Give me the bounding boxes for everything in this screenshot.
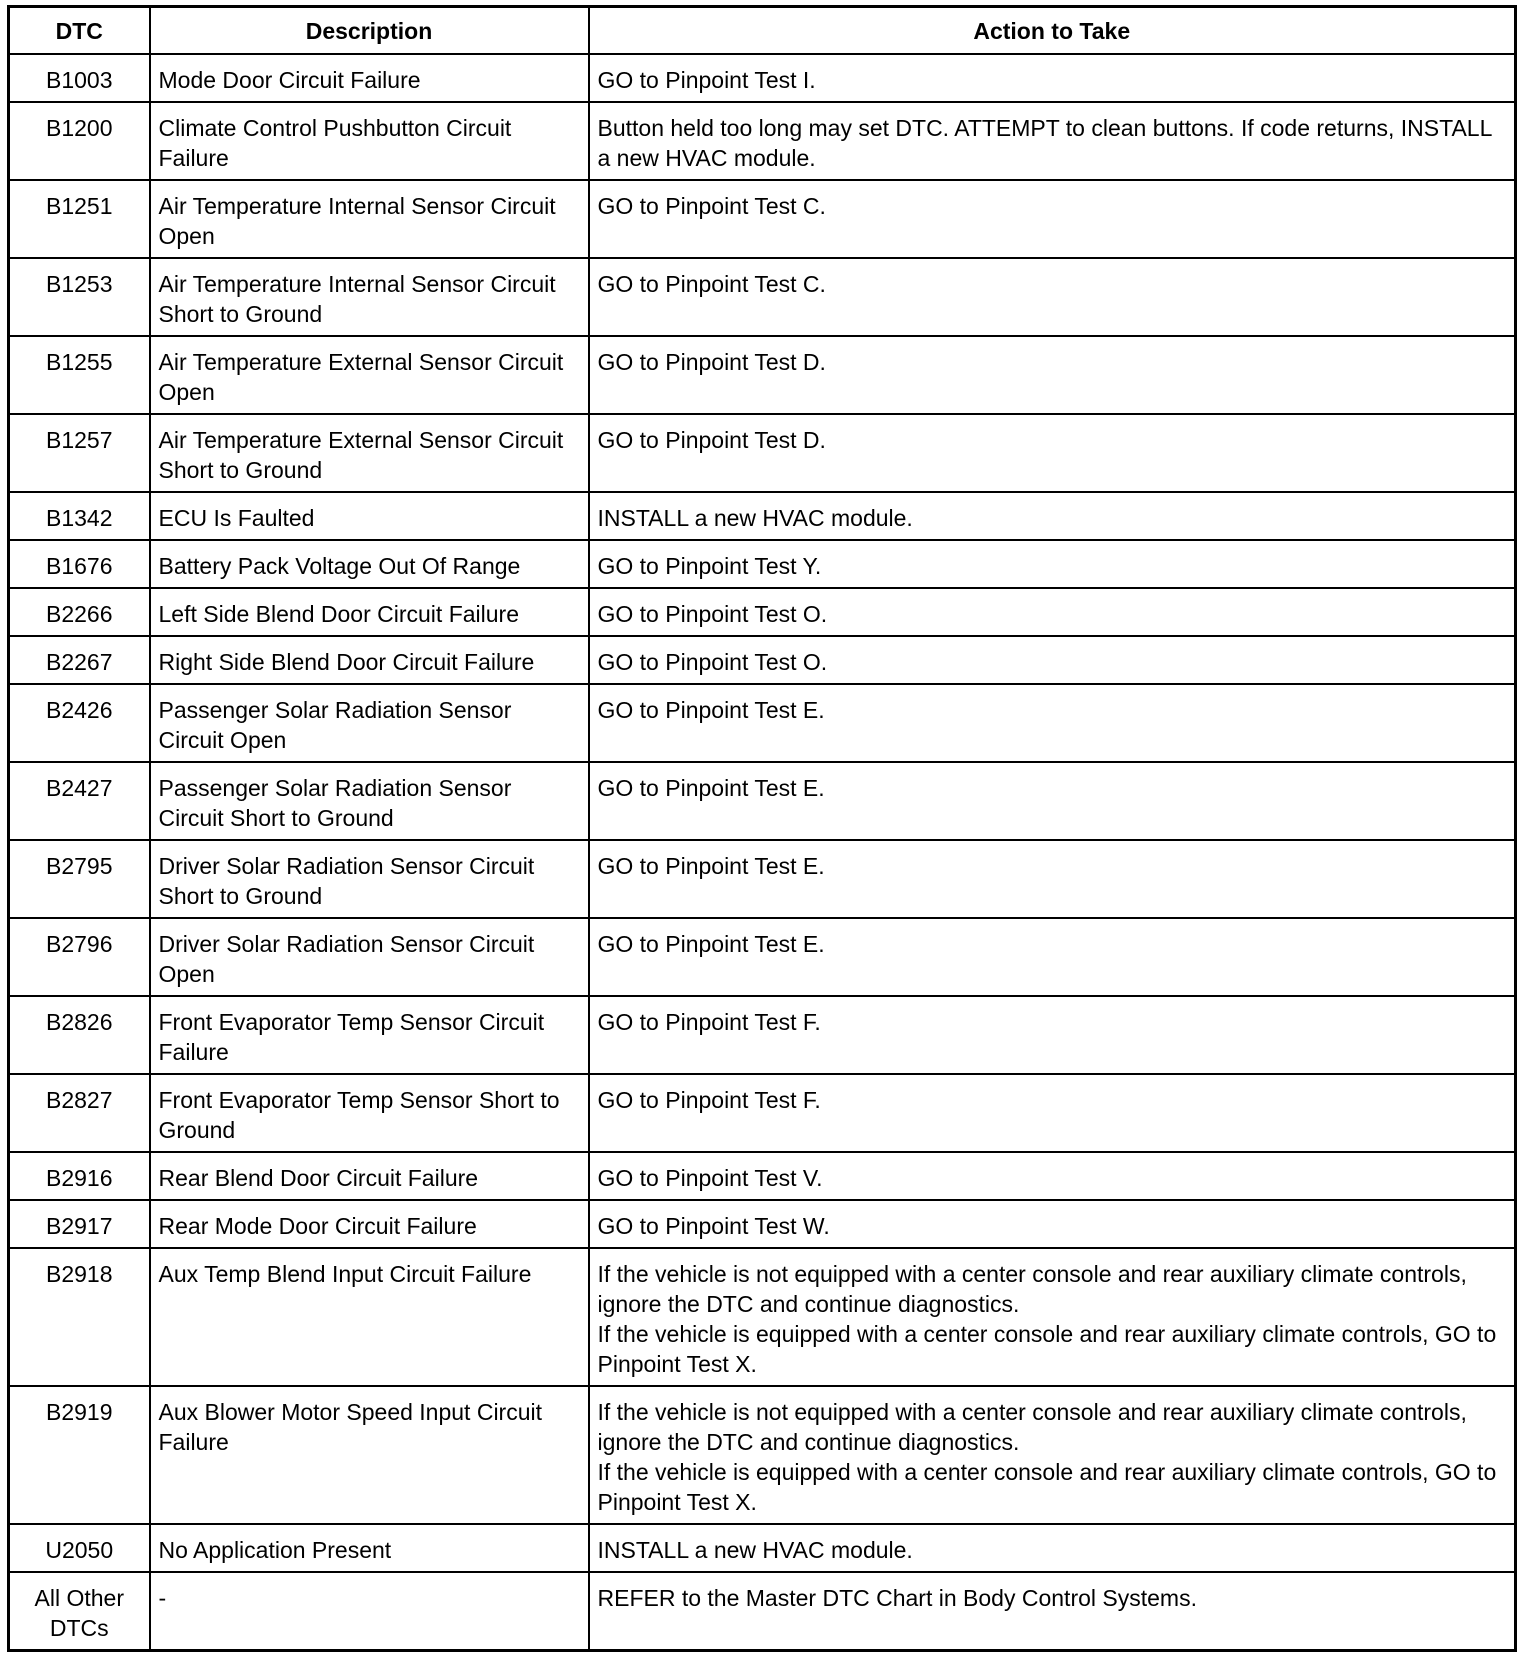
table-row xyxy=(9,588,1516,636)
table-row xyxy=(9,1152,1516,1200)
dtc-code: B2796 xyxy=(9,918,150,996)
table-row xyxy=(9,1524,1516,1572)
dtc-description: Air Temperature External Sensor Circuit Open xyxy=(150,336,589,414)
dtc-description: Air Temperature Internal Sensor Circuit Open xyxy=(150,180,589,258)
table-row xyxy=(9,918,1516,996)
action-text: GO to Pinpoint Test C. xyxy=(597,192,826,219)
dtc-description: Rear Blend Door Circuit Failure xyxy=(150,1152,589,1200)
dtc-code: B2427 xyxy=(9,762,150,840)
dtc-description: Aux Blower Motor Speed Input Circuit Failure xyxy=(150,1386,589,1524)
dtc-description: Front Evaporator Temp Sensor Circuit Failure xyxy=(150,996,589,1074)
dtc-action xyxy=(589,636,1516,684)
dtc-action xyxy=(589,492,1516,540)
dtc-code: B1251 xyxy=(9,180,150,258)
table-row xyxy=(9,762,1516,840)
action-text: GO to Pinpoint Test C. xyxy=(597,270,826,297)
dtc-code: B2795 xyxy=(9,840,150,918)
dtc-code: B2266 xyxy=(9,588,150,636)
dtc-table-container xyxy=(7,5,1514,1655)
dtc-code: B1253 xyxy=(9,258,150,336)
action-text: GO to Pinpoint Test E. xyxy=(597,852,825,879)
dtc-action xyxy=(589,102,1516,180)
dtc-description: Air Temperature Internal Sensor Circuit Short to Ground xyxy=(150,258,589,336)
dtc-code: All Other DTCs xyxy=(9,1572,150,1651)
dtc-description: Air Temperature External Sensor Circuit Short to Ground xyxy=(150,414,589,492)
table-row xyxy=(9,1074,1516,1152)
dtc-action xyxy=(589,1200,1516,1248)
dtc-code: B1255 xyxy=(9,336,150,414)
dtc-action xyxy=(589,762,1516,840)
table-row xyxy=(9,54,1516,102)
dtc-action xyxy=(589,840,1516,918)
dtc-action xyxy=(589,54,1516,102)
dtc-description: - xyxy=(150,1572,589,1651)
table-row xyxy=(9,636,1516,684)
action-text: GO to Pinpoint Test E. xyxy=(597,930,825,957)
action-text: If the vehicle is equipped with a center console and rear auxiliary climate controls, GO to Pinpoint Test X. xyxy=(597,1320,1497,1377)
action-text: GO to Pinpoint Test W. xyxy=(597,1212,830,1239)
action-text: GO to Pinpoint Test F. xyxy=(597,1008,821,1035)
dtc-description: Aux Temp Blend Input Circuit Failure xyxy=(150,1248,589,1386)
action-text: GO to Pinpoint Test F. xyxy=(597,1086,821,1113)
table-row xyxy=(9,492,1516,540)
dtc-code: B2826 xyxy=(9,996,150,1074)
dtc-code: B2426 xyxy=(9,684,150,762)
dtc-description: Mode Door Circuit Failure xyxy=(150,54,589,102)
dtc-action xyxy=(589,336,1516,414)
dtc-action xyxy=(589,996,1516,1074)
dtc-code: B1003 xyxy=(9,54,150,102)
dtc-action xyxy=(589,684,1516,762)
dtc-action xyxy=(589,1524,1516,1572)
dtc-description: Passenger Solar Radiation Sensor Circuit Open xyxy=(150,684,589,762)
table-row xyxy=(9,1248,1516,1386)
header-dtc: DTC xyxy=(9,7,150,54)
action-text: REFER to the Master DTC Chart in Body Control Systems. xyxy=(597,1584,1197,1611)
dtc-description: Right Side Blend Door Circuit Failure xyxy=(150,636,589,684)
table-row xyxy=(9,414,1516,492)
dtc-description: Passenger Solar Radiation Sensor Circuit Short to Ground xyxy=(150,762,589,840)
dtc-code: B2827 xyxy=(9,1074,150,1152)
table-row xyxy=(9,336,1516,414)
dtc-description: ECU Is Faulted xyxy=(150,492,589,540)
action-text: GO to Pinpoint Test E. xyxy=(597,774,825,801)
header-action: Action to Take xyxy=(589,7,1516,54)
table-row xyxy=(9,1386,1516,1524)
action-text: GO to Pinpoint Test O. xyxy=(597,600,828,627)
dtc-code: B1200 xyxy=(9,102,150,180)
dtc-action xyxy=(589,1248,1516,1386)
table-row xyxy=(9,540,1516,588)
table-row xyxy=(9,102,1516,180)
table-row xyxy=(9,258,1516,336)
action-text: GO to Pinpoint Test Y. xyxy=(597,552,822,579)
table-row xyxy=(9,684,1516,762)
dtc-description: Climate Control Pushbutton Circuit Failure xyxy=(150,102,589,180)
dtc-description: Battery Pack Voltage Out Of Range xyxy=(150,540,589,588)
header-description: Description xyxy=(150,7,589,54)
dtc-action xyxy=(589,918,1516,996)
action-text: GO to Pinpoint Test D. xyxy=(597,426,826,453)
dtc-action xyxy=(589,1074,1516,1152)
action-text: INSTALL a new HVAC module. xyxy=(597,1536,913,1563)
dtc-table xyxy=(7,5,1517,1652)
dtc-description: Left Side Blend Door Circuit Failure xyxy=(150,588,589,636)
dtc-code: B2919 xyxy=(9,1386,150,1524)
table-row xyxy=(9,1200,1516,1248)
dtc-action xyxy=(589,540,1516,588)
action-text: If the vehicle is equipped with a center console and rear auxiliary climate controls, GO to Pinpoint Test X. xyxy=(597,1458,1497,1515)
action-text: INSTALL a new HVAC module. xyxy=(597,504,913,531)
table-header-row xyxy=(9,7,1516,54)
dtc-action xyxy=(589,258,1516,336)
table-row xyxy=(9,996,1516,1074)
dtc-action xyxy=(589,1386,1516,1524)
action-text: GO to Pinpoint Test I. xyxy=(597,66,816,93)
dtc-description: Rear Mode Door Circuit Failure xyxy=(150,1200,589,1248)
dtc-action xyxy=(589,180,1516,258)
table-row xyxy=(9,180,1516,258)
dtc-action xyxy=(589,1572,1516,1651)
dtc-action xyxy=(589,1152,1516,1200)
action-text: If the vehicle is not equipped with a center console and rear auxiliary climate controls, ignore the DTC and continue diagnostics. xyxy=(597,1398,1467,1455)
dtc-code: B1257 xyxy=(9,414,150,492)
table-row xyxy=(9,840,1516,918)
dtc-description: No Application Present xyxy=(150,1524,589,1572)
dtc-description: Front Evaporator Temp Sensor Short to Ground xyxy=(150,1074,589,1152)
action-text: GO to Pinpoint Test V. xyxy=(597,1164,823,1191)
dtc-code: B2917 xyxy=(9,1200,150,1248)
dtc-code: U2050 xyxy=(9,1524,150,1572)
action-text: GO to Pinpoint Test D. xyxy=(597,348,826,375)
action-text: Button held too long may set DTC. ATTEMPT to clean buttons. If code returns, INSTALL a new HVAC module. xyxy=(597,114,1492,171)
dtc-code: B2267 xyxy=(9,636,150,684)
dtc-code: B1342 xyxy=(9,492,150,540)
dtc-description: Driver Solar Radiation Sensor Circuit Short to Ground xyxy=(150,840,589,918)
dtc-action xyxy=(589,414,1516,492)
action-text: GO to Pinpoint Test O. xyxy=(597,648,828,675)
dtc-action xyxy=(589,588,1516,636)
table-row xyxy=(9,1572,1516,1651)
dtc-code: B2918 xyxy=(9,1248,150,1386)
action-text: If the vehicle is not equipped with a center console and rear auxiliary climate controls, ignore the DTC and continue diagnostics. xyxy=(597,1260,1467,1317)
dtc-code: B1676 xyxy=(9,540,150,588)
dtc-code: B2916 xyxy=(9,1152,150,1200)
dtc-description: Driver Solar Radiation Sensor Circuit Open xyxy=(150,918,589,996)
action-text: GO to Pinpoint Test E. xyxy=(597,696,825,723)
